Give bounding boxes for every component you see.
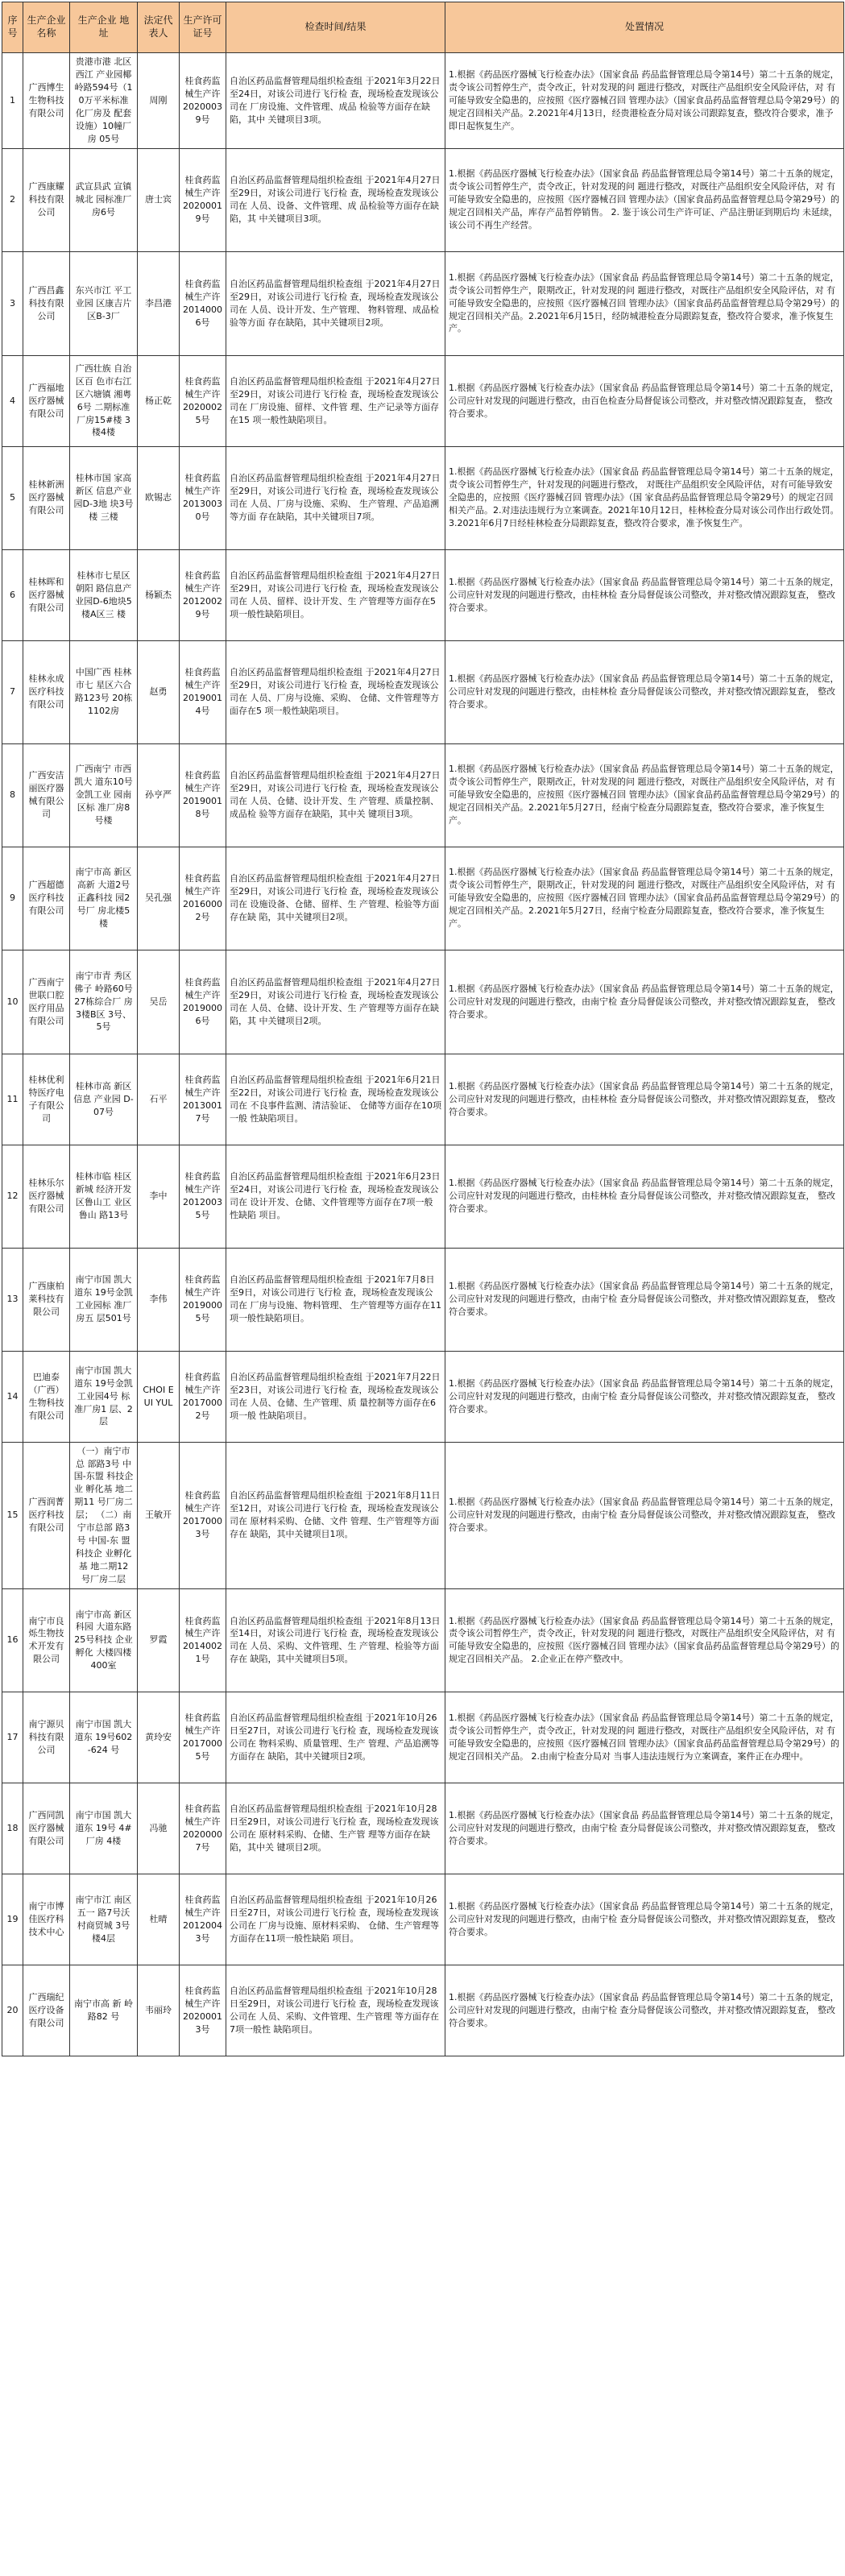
cell-legal-representative: 黄玲安 <box>138 1692 180 1783</box>
cell-disposal: 1.根据《药品医疗器械飞行检查办法》（国家食品 药品监督管理总局令第14号）第二十五条的规定，公司应针对发现的问题进行整改，由桂林检 查分局督促该公司整改，并对整改情况跟踪复查， 整改符合要求。 <box>445 549 844 640</box>
table-row <box>2 1442 844 1588</box>
cell-legal-representative: 吴岳 <box>138 950 180 1054</box>
cell-no: 4 <box>2 355 23 446</box>
cell-legal-representative: 周刚 <box>138 53 180 149</box>
cell-license-number: 桂食药监械生产许20130017号 <box>180 1054 226 1145</box>
cell-inspection-result: 自治区药品监督管理局组织检查组 于2021年4月27日至29日，对该公司进行飞行检 查，现场检查发现该公司在 人员、留样、设计开发、生 产管理等方面存在5项一般性缺陷项目。 <box>226 549 445 640</box>
cell-inspection-result: 自治区药品监督管理局组织检查组 于2021年7月22日至23日，对该公司进行飞行检 查，现场检查发现该公司在 人员、仓储、生产管理、质 量控制等方面存在6项一般 性缺陷项目。 <box>226 1351 445 1442</box>
cell-no: 12 <box>2 1145 23 1248</box>
cell-license-number: 桂食药监械生产许20170005号 <box>180 1692 226 1783</box>
cell-company-name: 广西润菁医疗科技有限公司 <box>23 1442 70 1588</box>
cell-disposal: 1.根据《药品医疗器械飞行检查办法》（国家食品 药品监督管理总局令第14号）第二十五条的规定，公司应针对发现的问题进行整改，由南宁检 查分局督促该公司整改，并对整改情况跟踪复查， 整改符合要求。 <box>445 1248 844 1351</box>
cell-inspection-result: 自治区药品监督管理局组织检查组 于2021年10月26日至27日，对该公司进行飞行检 查，现场检查发现该公司在 厂房与设施、原材料采购、 仓储、生产管理等方面存在11项一般性缺陷 项目。 <box>226 1874 445 1965</box>
cell-no: 15 <box>2 1442 23 1588</box>
table-row <box>2 53 844 149</box>
cell-company-address: 南宁市高 新区科园 大道东路 25号科技 企业孵化 大楼四楼 400室 <box>70 1588 138 1692</box>
cell-no: 7 <box>2 640 23 743</box>
cell-license-number: 桂食药监械生产许20170002号 <box>180 1351 226 1442</box>
cell-no: 16 <box>2 1588 23 1692</box>
cell-license-number: 桂食药监械生产许20190006号 <box>180 950 226 1054</box>
cell-license-number: 桂食药监械生产许20200025号 <box>180 355 226 446</box>
cell-company-address: 广西壮族 自治区百 色市右江 区六塘镇 湘粤6号 二期标准 厂房15#楼 3楼4楼 <box>70 355 138 446</box>
table-row <box>2 1692 844 1783</box>
table-row <box>2 1248 844 1351</box>
cell-disposal: 1.根据《药品医疗器械飞行检查办法》（国家食品 药品监督管理总局令第14号）第二十五条的规定，公司应针对发现的问题进行整改，由桂林检 查分局督促该公司整改，并对整改情况跟踪复查， 整改符合要求。 <box>445 640 844 743</box>
cell-company-name: 广西瑞纪医疗设备有限公司 <box>23 1965 70 2056</box>
cell-inspection-result: 自治区药品监督管理局组织检查组 于2021年4月27日至29日，对该公司进行飞行检 查，现场检查发现该公司在 人员、设计开发、生产管理、 物料管理、成品检验等方面 存在缺陷，其中关键项目2项。 <box>226 251 445 355</box>
table-row <box>2 446 844 549</box>
header-license-number: 生产许可证号 <box>180 2 226 53</box>
cell-no: 20 <box>2 1965 23 2056</box>
cell-inspection-result: 自治区药品监督管理局组织检查组 于2021年10月28日至29日，对该公司进行飞行检 查，现场检查发现该公司在 人员、采购、文件管理、生产管理 等方面存在7项一般性 缺陷项目。 <box>226 1965 445 2056</box>
cell-company-name: 桂林乐尔医疗器械有限公司 <box>23 1145 70 1248</box>
cell-no: 13 <box>2 1248 23 1351</box>
cell-disposal: 1.根据《药品医疗器械飞行检查办法》（国家食品 药品监督管理总局令第14号）第二十五条的规定，公司应针对发现的问题进行整改，由南宁检 查分局督促该公司整改，并对整改情况跟踪复查， 整改符合要求。 <box>445 1965 844 2056</box>
cell-disposal: 1.根据《药品医疗器械飞行检查办法》（国家食品 药品监督管理总局令第14号）第二十五条的规定，公司应针对发现的问题进行整改，由百色检查分局督促该公司整改，并对整改情况跟踪复查， 整改符合要求。 <box>445 355 844 446</box>
cell-inspection-result: 自治区药品监督管理局组织检查组 于2021年8月13日至14日，对该公司进行飞行检 查，现场检查发现该公司在 人员、采购、文件管理、生 产管理、检验等方面存在 缺陷，其中关键项目5项。 <box>226 1588 445 1692</box>
cell-disposal: 1.根据《药品医疗器械飞行检查办法》（国家食品 药品监督管理总局令第14号）第二十五条的规定， 责令该公司暂停生产，责令改正，针对发现的问 题进行整改，对既往产品组织安全风险评估，对 有可能导致安全隐患的，应按照《医疗器械召回 管理办法》（国家食品药品监督管理总局令第29号）的规定召回相关产品。2.2021年4月13日，经贵港检查分局对该公司跟踪复查，整改符合要求，准予即日起恢复生产。 <box>445 53 844 149</box>
cell-legal-representative: 罗霞 <box>138 1588 180 1692</box>
cell-company-name: 桂林永成医疗科技有限公司 <box>23 640 70 743</box>
cell-legal-representative: 韦丽玲 <box>138 1965 180 2056</box>
header-company-address: 生产企业 地址 <box>70 2 138 53</box>
table-row <box>2 847 844 950</box>
header-inspection-result: 检查时间/结果 <box>226 2 445 53</box>
cell-company-address: 桂林市七星区朝阳 路信息产业园D-6地块5 楼A区三 楼 <box>70 549 138 640</box>
cell-company-address: 桂林市临 桂区新城 经济开发 区鲁山工 业区鲁山 路13号 <box>70 1145 138 1248</box>
cell-license-number: 桂食药监械生产许20140021号 <box>180 1588 226 1692</box>
cell-legal-representative: 石平 <box>138 1054 180 1145</box>
cell-disposal: 1.根据《药品医疗器械飞行检查办法》（国家食品 药品监督管理总局令第14号）第二十五条的规定，公司应针对发现的问题进行整改，由南宁检 查分局督促该公司整改，并对整改情况跟踪复查， 整改符合要求。 <box>445 950 844 1054</box>
cell-company-name: 广西同凯医疗器械有限公司 <box>23 1783 70 1874</box>
cell-company-address: 东兴市江 平工业园 区康吉片 区B-3厂 <box>70 251 138 355</box>
table-row <box>2 1783 844 1874</box>
cell-inspection-result: 自治区药品监督管理局组织检查组 于2021年4月27日至29日，对该公司进行飞行检 查，现场检查发现该公司在 人员、仓储、设计开发、生 产管理、质量控制、成品检 验等方面存在缺陷，其中关 键项目3项。 <box>226 743 445 847</box>
table-row <box>2 148 844 251</box>
cell-no: 10 <box>2 950 23 1054</box>
table-row <box>2 549 844 640</box>
table-row <box>2 1874 844 1965</box>
cell-company-address: 南宁市高 新 岭路82 号 <box>70 1965 138 2056</box>
header-disposal: 处置情况 <box>445 2 844 53</box>
cell-inspection-result: 自治区药品监督管理局组织检查组 于2021年3月22日至24日，对该公司进行飞行检 查，现场检查发现该公司在 厂房设施、文件管理、成品 检验等方面存在缺陷，其中 关键项目3项。 <box>226 53 445 149</box>
cell-company-address: 南宁市国 凯大道东 19号金凯 工业园标 准厂房五 层501号 <box>70 1248 138 1351</box>
table-row <box>2 1588 844 1692</box>
cell-legal-representative: 孙亨严 <box>138 743 180 847</box>
cell-no: 5 <box>2 446 23 549</box>
table-row <box>2 1054 844 1145</box>
cell-disposal: 1.根据《药品医疗器械飞行检查办法》（国家食品 药品监督管理总局令第14号）第二十五条的规定，公司应针对发现的问题进行整改，由南宁检 查分局督促该公司整改，并对整改情况跟踪复查， 整改符合要求。 <box>445 1874 844 1965</box>
cell-company-address: 贵港市港 北区西江 产业园椰 岭路594号（10万平米标准 化厂房及 配套设施）10幢厂房 05号 <box>70 53 138 149</box>
cell-disposal: 1.根据《药品医疗器械飞行检查办法》（国家食品 药品监督管理总局令第14号）第二十五条的规定， 责令该公司暂停生产，责令改正，针对发现的问 题进行整改，对既往产品组织安全风险评估，对 有可能导致安全隐患的，应按照《医疗器械召回 管理办法》（国家食品药品监督管理总局令第29号）的规定召回相关产品，库存产品暂停销售。 2. 鉴于该公司生产许可证、产品注册证到期后均 未延续，该公司不再生产经营。 <box>445 148 844 251</box>
cell-no: 14 <box>2 1351 23 1442</box>
cell-company-address: 南宁市江 南区五一 路7号沃 村商贸城 3号楼4层 <box>70 1874 138 1965</box>
cell-no: 2 <box>2 148 23 251</box>
cell-legal-representative: 冯驰 <box>138 1783 180 1874</box>
cell-no: 19 <box>2 1874 23 1965</box>
cell-license-number: 桂食药监械生产许20190018号 <box>180 743 226 847</box>
cell-company-name: 南宁市良烁生物技术开发有限公司 <box>23 1588 70 1692</box>
header-company-name: 生产企业名称 <box>23 2 70 53</box>
cell-license-number: 桂食药监械生产许20120035号 <box>180 1145 226 1248</box>
cell-company-address: 中国广西 桂林市七 星区六合 路123号 20栋 1102房 <box>70 640 138 743</box>
cell-license-number: 桂食药监械生产许20190005号 <box>180 1248 226 1351</box>
cell-company-address: 武宣县武 宣镇城北 园标准厂 房6号 <box>70 148 138 251</box>
cell-license-number: 桂食药监械生产许20140006号 <box>180 251 226 355</box>
cell-disposal: 1.根据《药品医疗器械飞行检查办法》（国家食品 药品监督管理总局令第14号）第二十五条的规定，公司应针对发现的问题进行整改，由桂林检 查分局督促该公司整改，并对整改情况跟踪复查， 整改符合要求。 <box>445 1145 844 1248</box>
cell-company-address: 桂林市国 家高新区 信息产业 园D-3地 块3号楼 三楼 <box>70 446 138 549</box>
cell-disposal: 1.根据《药品医疗器械飞行检查办法》（国家食品 药品监督管理总局令第14号）第二十五条的规定， 责令该公司暂停生产，针对发现的问题进行整改， 对既往产品组织安全风险评估，对有可能导致安 全隐患的，应按照《医疗器械召回 管理办法》（国 家食品药品监督管理总局令第29号）的规定召回 相关产品。2.对违法违规行为立案调查。2021年10月12日，桂林检查分局对该公司作出行政处罚。 3.2021年6月7日经桂林检查分局跟踪复查，整改符合要求，准予恢复生产。 <box>445 446 844 549</box>
table-row <box>2 355 844 446</box>
header-legal-representative: 法定代表人 <box>138 2 180 53</box>
cell-inspection-result: 自治区药品监督管理局组织检查组 于2021年6月21日至22日，对该公司进行飞行检 查，现场检查发现该公司在 不良事件监测、清洁验证、 仓储等方面存在10项一般 性缺陷项目。 <box>226 1054 445 1145</box>
cell-inspection-result: 自治区药品监督管理局组织检查组 于2021年4月27日至29日，对该公司进行飞行检 查，现场检查发现该公司在 人员、厂房与设施、采购、 生产管理、产品追溯等方面 存在缺陷，其中关键项目7项。 <box>226 446 445 549</box>
cell-license-number: 桂食药监械生产许20120043号 <box>180 1874 226 1965</box>
cell-disposal: 1.根据《药品医疗器械飞行检查办法》（国家食品 药品监督管理总局令第14号）第二十五条的规定， 责令该公司暂停生产，责令改正，针对发现的问 题进行整改，对既往产品组织安全风险评估，对 有可能导致安全隐患的，应按照《医疗器械召回 管理办法》（国家食品药品监督管理总局令第29号）的规定召回相关产品。 2.由南宁检查分局对 当事人违法违规行为立案调查，案件正在办理中。 <box>445 1692 844 1783</box>
cell-company-name: 广西昌鑫科技有限公司 <box>23 251 70 355</box>
cell-no: 8 <box>2 743 23 847</box>
cell-company-address: 南宁市高 新区高新 大道2号 正鑫科技 园2号厂 房北楼5楼 <box>70 847 138 950</box>
cell-company-address: 桂林市高 新区信息 产业园 D-07号 <box>70 1054 138 1145</box>
cell-company-name: 广西南宁世联口腔医疗用品有限公司 <box>23 950 70 1054</box>
cell-no: 9 <box>2 847 23 950</box>
cell-legal-representative: 李伟 <box>138 1248 180 1351</box>
table-row <box>2 950 844 1054</box>
cell-company-address: 南宁市青 秀区佛子 岭路60号 27栋综合厂 房3楼B区 3号、5号 <box>70 950 138 1054</box>
cell-company-name: 巴迪泰（广西）生物科技有限公司 <box>23 1351 70 1442</box>
cell-license-number: 桂食药监械生产许20120029号 <box>180 549 226 640</box>
cell-legal-representative: 赵勇 <box>138 640 180 743</box>
cell-company-address: 南宁市国 凯大道东 19号金凯 工业园4号 标准厂房1 层、2层 <box>70 1351 138 1442</box>
cell-license-number: 桂食药监械生产许20200019号 <box>180 148 226 251</box>
table-row <box>2 1351 844 1442</box>
cell-disposal: 1.根据《药品医疗器械飞行检查办法》（国家食品 药品监督管理总局令第14号）第二十五条的规定，公司应针对发现的问题进行整改，由南宁检 查分局督促该公司整改，并对整改情况跟踪复查， 整改符合要求。 <box>445 1783 844 1874</box>
cell-legal-representative: 李昌港 <box>138 251 180 355</box>
cell-inspection-result: 自治区药品监督管理局组织检查组 于2021年4月27日至29日，对该公司进行飞行检 查，现场检查发现该公司在 人员、设备、文件管理、成 品检验等方面存在缺陷，其 中关键项目3项。 <box>226 148 445 251</box>
cell-no: 1 <box>2 53 23 149</box>
table-row <box>2 1145 844 1248</box>
cell-inspection-result: 自治区药品监督管理局组织检查组 于2021年8月11日至12日，对该公司进行飞行检 查，现场检查发现该公司在 原材料采购、仓储、文件 管理、生产管理等方面存在 缺陷，其中关键项目1项。 <box>226 1442 445 1588</box>
cell-company-address: 南宁市国 凯大道东 19号 4#厂房 4楼 <box>70 1783 138 1874</box>
cell-license-number: 桂食药监械生产许20190014号 <box>180 640 226 743</box>
cell-legal-representative: 杨正乾 <box>138 355 180 446</box>
cell-license-number: 桂食药监械生产许20200039号 <box>180 53 226 149</box>
cell-company-name: 广西博生生物科技有限公司 <box>23 53 70 149</box>
cell-legal-representative: 杜晴 <box>138 1874 180 1965</box>
cell-license-number: 桂食药监械生产许20160002号 <box>180 847 226 950</box>
cell-company-name: 广西福地医疗器械有限公司 <box>23 355 70 446</box>
cell-inspection-result: 自治区药品监督管理局组织检查组 于2021年4月27日至29日，对该公司进行飞行检 查，现场检查发现该公司在 厂房设施、留样、文件管 理、生产记录等方面存在15 项一般性缺陷项目。 <box>226 355 445 446</box>
header-row <box>2 2 844 53</box>
table-row <box>2 743 844 847</box>
cell-legal-representative: CHOI EUI YUL <box>138 1351 180 1442</box>
cell-disposal: 1.根据《药品医疗器械飞行检查办法》（国家食品 药品监督管理总局令第14号）第二十五条的规定， 责令该公司暂停生产，限期改正，针对发现的问 题进行整改，对既往产品组织安全风险评估，对 有可能导致安全隐患的，应按照《医疗器械召回 管理办法》（国家食品药品监督管理总局令第29号）的规定召回相关产品。2.2021年5月27日，经南宁检查分局跟踪复查，整改符合要求，准予恢复生产。 <box>445 847 844 950</box>
inspection-table <box>2 2 844 2056</box>
cell-company-name: 广西超德医疗科技有限公司 <box>23 847 70 950</box>
cell-disposal: 1.根据《药品医疗器械飞行检查办法》（国家食品 药品监督管理总局令第14号）第二十五条的规定， 责令该公司暂停生产，限期改正，针对发现的问 题进行整改，对既往产品组织安全风险评估，对 有可能导致安全隐患的，应按照《医疗器械召回 管理办法》（国家食品药品监督管理总局令第29号）的规定召回相关产品。2.2021年6月15日，经防城港检查分局跟踪复查，整改符合要求，准予恢复生产。 <box>445 251 844 355</box>
cell-legal-representative: 杨颖杰 <box>138 549 180 640</box>
cell-license-number: 桂食药监械生产许20170003号 <box>180 1442 226 1588</box>
cell-disposal: 1.根据《药品医疗器械飞行检查办法》（国家食品 药品监督管理总局令第14号）第二十五条的规定， 责令该公司暂停生产，限期改正，针对发现的问 题进行整改，对既往产品组织安全风险评估，对 有可能导致安全隐患的，应按照《医疗器械召回 管理办法》（国家食品药品监督管理总局令第29号）的规定召回相关产品。2.2021年5月27日，经南宁检查分局跟踪复查，整改符合要求，准予恢复生产。 <box>445 743 844 847</box>
table-row <box>2 640 844 743</box>
cell-inspection-result: 自治区药品监督管理局组织检查组 于2021年6月23日至24日，对该公司进行飞行检 查，现场检查发现该公司在 设计开发、仓储、文件管理等方面存在7项一般性缺陷 项目。 <box>226 1145 445 1248</box>
table-row <box>2 1965 844 2056</box>
cell-company-name: 广西康柏莱科技有限公司 <box>23 1248 70 1351</box>
cell-company-name: 广西康耀科技有限公司 <box>23 148 70 251</box>
cell-disposal: 1.根据《药品医疗器械飞行检查办法》（国家食品 药品监督管理总局令第14号）第二十五条的规定， 责令该公司暂停生产，责令改正，针对发现的问 题进行整改，对既往产品组织安全风险评估，对 有可能导致安全隐患的，应按照《医疗器械召回 管理办法》（国家食品药品监督管理总局令第29号）的规定召回相关产品。 2.企业正在停产整改中。 <box>445 1588 844 1692</box>
cell-no: 18 <box>2 1783 23 1874</box>
cell-company-name: 南宁市博佳医疗科技术中心 <box>23 1874 70 1965</box>
cell-no: 3 <box>2 251 23 355</box>
cell-inspection-result: 自治区药品监督管理局组织检查组 于2021年4月27日至29日，对该公司进行飞行检 查，现场检查发现该公司在 设施设备、仓储、留样、生 产管理、检验等方面存在缺 陷，其中关键项目2项。 <box>226 847 445 950</box>
cell-company-name: 桂林晖和医疗器械有限公司 <box>23 549 70 640</box>
cell-no: 17 <box>2 1692 23 1783</box>
cell-company-name: 桂林优利特医疗电子有限公司 <box>23 1054 70 1145</box>
cell-license-number: 桂食药监械生产许20130030号 <box>180 446 226 549</box>
cell-company-address: 广西南宁 市西凯大 道东10号 金凯工业 园南区标 准厂房8号楼 <box>70 743 138 847</box>
cell-license-number: 桂食药监械生产许20200013号 <box>180 1965 226 2056</box>
cell-company-address: （一）南宁市总 部路3号 中国-东盟 科技企业 孵化基 地二期11 号厂房二层； （二）南 宁市总部 路3号 中国-东 盟科技企 业孵化基 地二期12 号厂房二层 <box>70 1442 138 1588</box>
cell-legal-representative: 王敏开 <box>138 1442 180 1588</box>
cell-legal-representative: 唐士宾 <box>138 148 180 251</box>
cell-company-name: 南宁源贝科技有限公司 <box>23 1692 70 1783</box>
cell-company-name: 广西安洁丽医疗器械有限公司 <box>23 743 70 847</box>
cell-legal-representative: 李中 <box>138 1145 180 1248</box>
cell-no: 6 <box>2 549 23 640</box>
cell-disposal: 1.根据《药品医疗器械飞行检查办法》（国家食品 药品监督管理总局令第14号）第二十五条的规定，公司应针对发现的问题进行整改，由南宁检 查分局督促该公司整改，并对整改情况跟踪复查， 整改符合要求。 <box>445 1442 844 1588</box>
cell-legal-representative: 吴孔强 <box>138 847 180 950</box>
cell-inspection-result: 自治区药品监督管理局组织检查组 于2021年7月8日至9日，对该公司进行飞行检 查，现场检查发现该公司在 厂房与设施、物料管理、 生产管理等方面存在11项一般性缺陷项目。 <box>226 1248 445 1351</box>
table-row <box>2 251 844 355</box>
cell-inspection-result: 自治区药品监督管理局组织检查组 于2021年10月26日至27日，对该公司进行飞行检 查，现场检查发现该公司在 物料采购、质量管理、生产 管理、产品追溯等方面存在 缺陷，其中关键项目2项。 <box>226 1692 445 1783</box>
cell-company-name: 桂林新洲医疗器械有限公司 <box>23 446 70 549</box>
cell-inspection-result: 自治区药品监督管理局组织检查组 于2021年4月27日至29日，对该公司进行飞行检 查，现场检查发现该公司在 人员、厂房与设施、采购、 仓储、文件管理等方面存在5 项一般性缺陷项目。 <box>226 640 445 743</box>
cell-company-address: 南宁市国 凯大道东 19号602-624 号 <box>70 1692 138 1783</box>
cell-license-number: 桂食药监械生产许20200007号 <box>180 1783 226 1874</box>
cell-disposal: 1.根据《药品医疗器械飞行检查办法》（国家食品 药品监督管理总局令第14号）第二十五条的规定，公司应针对发现的问题进行整改，由南宁检 查分局督促该公司整改，并对整改情况跟踪复查， 整改符合要求。 <box>445 1351 844 1442</box>
cell-disposal: 1.根据《药品医疗器械飞行检查办法》（国家食品 药品监督管理总局令第14号）第二十五条的规定，公司应针对发现的问题进行整改，由桂林检 查分局督促该公司整改，并对整改情况跟踪复查， 整改符合要求。 <box>445 1054 844 1145</box>
cell-legal-representative: 欧锡志 <box>138 446 180 549</box>
cell-inspection-result: 自治区药品监督管理局组织检查组 于2021年10月28日至29日，对该公司进行飞行检 查，现场检查发现该公司在 原材料采购、仓储、生产管 理等方面存在缺陷，其中关 键项目2项。 <box>226 1783 445 1874</box>
header-no: 序号 <box>2 2 23 53</box>
cell-inspection-result: 自治区药品监督管理局组织检查组 于2021年4月27日至29日，对该公司进行飞行检 查，现场检查发现该公司在 人员、仓储、设计开发、生 产管理等方面存在缺陷，其 中关键项目2项。 <box>226 950 445 1054</box>
cell-no: 11 <box>2 1054 23 1145</box>
